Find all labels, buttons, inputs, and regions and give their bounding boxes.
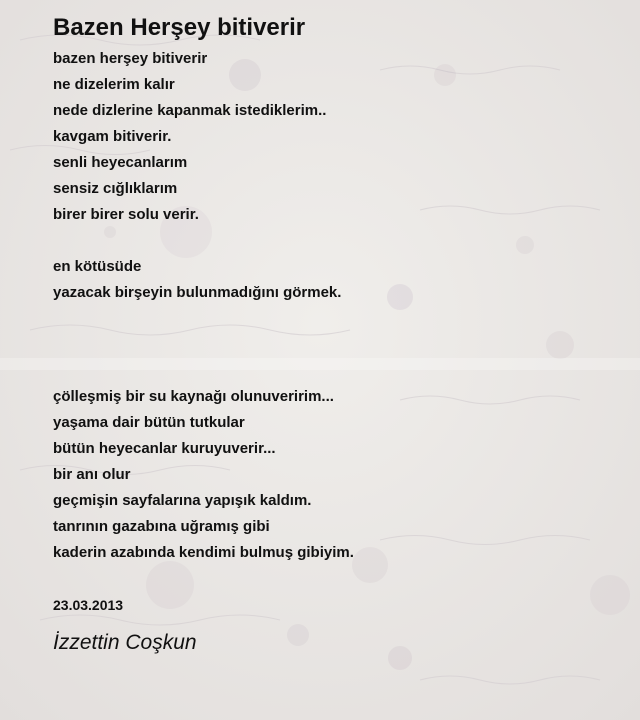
poem-date: 23.03.2013: [53, 597, 124, 613]
stanza-1: [53, 46, 623, 228]
poem-line: yazacak birşeyin bulunmadığını görmek.: [53, 284, 342, 301]
poem-author: İzzettin Coşkun: [53, 631, 197, 654]
poem-line: geçmişin sayfalarına yapışık kaldım.: [53, 492, 312, 509]
poem-line: bazen herşey bitiverir: [53, 50, 208, 67]
stanza-2: [53, 254, 623, 306]
poem-line: nede dizlerine kapanmak istediklerim..: [53, 102, 327, 119]
poem-line: bir anı olur: [53, 466, 131, 483]
stanza-spacer: [53, 228, 623, 254]
poem-line: yaşama dair bütün tutkular: [53, 414, 245, 431]
poem-line: en kötüsüde: [53, 258, 142, 275]
stanza-3: [53, 384, 623, 566]
stanza-spacer: [53, 566, 623, 592]
poem-line: bütün heyecanlar kuruyuverir...: [53, 440, 276, 457]
stanza-spacer: [53, 306, 623, 384]
poem-line: ne dizelerim kalır: [53, 76, 175, 93]
poem-title: Bazen Herşey bitiverir: [53, 14, 306, 41]
poem-line: senli heyecanlarım: [53, 154, 188, 171]
poem-container: [53, 10, 623, 658]
poem-line: kavgam bitiverir.: [53, 128, 172, 145]
poem-line: çölleşmiş bir su kaynağı olunuveririm...: [53, 388, 334, 405]
poem-line: sensiz cığlıklarım: [53, 180, 178, 197]
poem-line: tanrının gazabına uğramış gibi: [53, 518, 270, 535]
poem-line: kaderin azabında kendimi bulmuş gibiyim.: [53, 544, 354, 561]
poem-line: birer birer solu verir.: [53, 206, 199, 223]
